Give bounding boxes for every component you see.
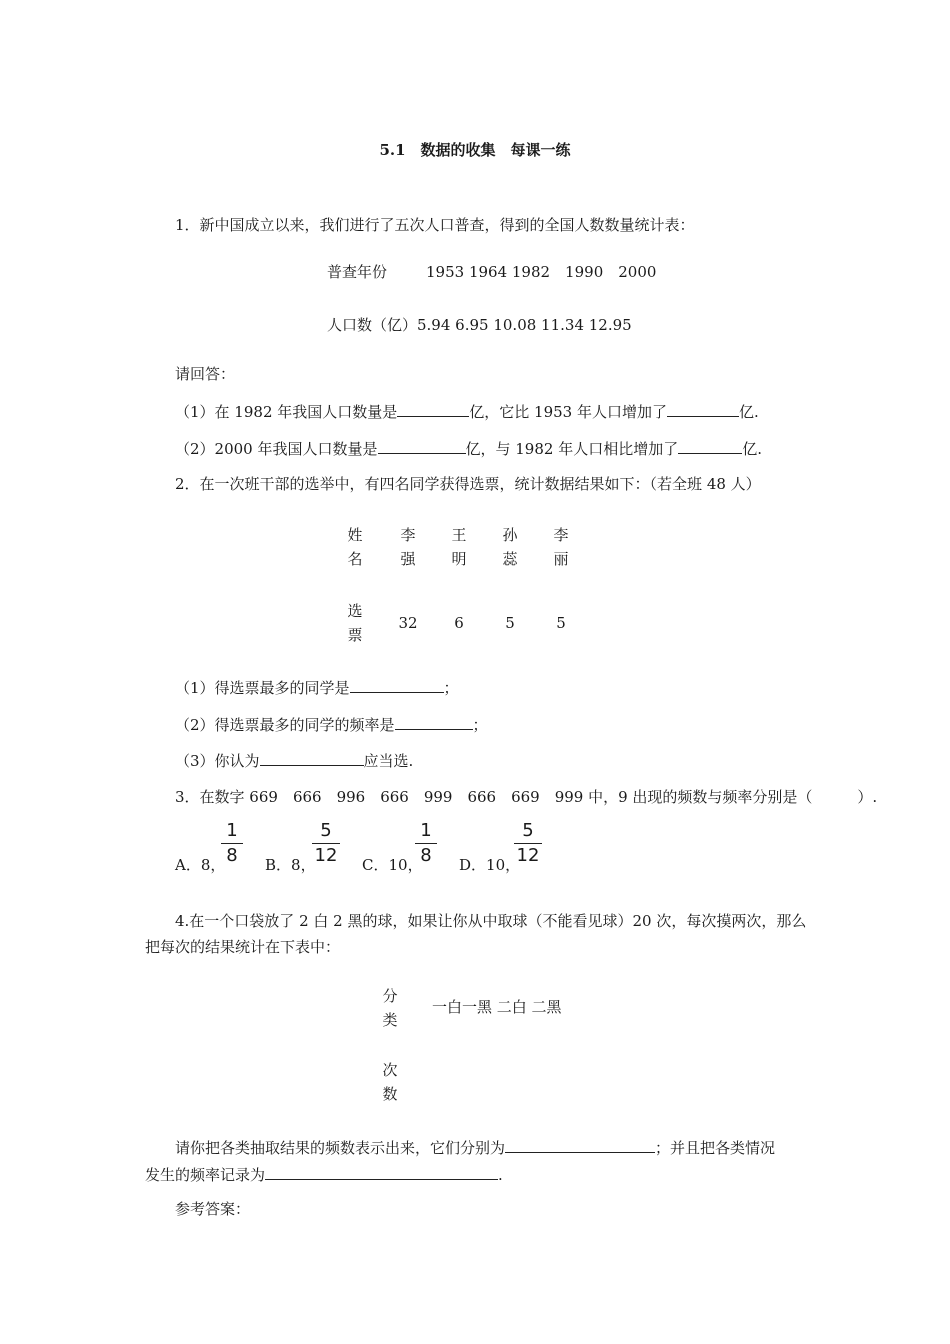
q2-name-cell: 孙 蕊 [502,526,518,568]
q3-option-b-label[interactable]: B．8， [265,856,316,874]
q4-categories: 一白一黑 二白 二黑 [432,998,562,1016]
q2-sub1-text-b: ； [443,679,459,697]
q4-category-label: 分 类 [382,987,398,1029]
q3-option-d-label[interactable]: D．10， [459,856,521,874]
q4-stem-line2: 把每次的结果统计在下表中： [145,938,341,956]
q1-row1-values: 1953 1964 1982 1990 2000 [426,263,657,281]
answer-blank[interactable] [260,750,364,766]
q1-row1-label: 普查年份 [327,263,388,281]
q1-sub2-text-c: 亿. [742,440,762,458]
q2-sub2-text-a: （2）得选票最多的同学的频率是 [175,716,395,734]
q2-sub3-text-b: 应当选. [363,752,414,770]
q1-row2: 人口数（亿）5.94 6.95 10.08 11.34 12.95 [327,316,632,334]
answer-blank[interactable] [667,401,739,417]
answer-blank[interactable] [350,677,444,693]
page-title: 5.1 数据的收集 每课一练 [379,141,571,159]
q2-sub2 [175,714,488,735]
answer-blank[interactable] [505,1137,655,1153]
q4-answer-text-a: 请你把各类抽取结果的频数表示出来，它们分别为 [175,1139,506,1157]
q3-option-a-label[interactable]: A．8， [175,856,226,874]
q2-header-label: 姓 名 [347,526,363,568]
q1-sub2-text-a: （2）2000 年我国人口数量是 [175,440,378,458]
fraction-bar [514,843,542,844]
q2-sub3 [175,750,413,771]
q3-option-b-fraction: 5 12 [312,820,340,867]
q3-option-d-fraction: 5 12 [514,820,542,867]
q1-sub2 [175,438,762,459]
q2-vote-cell: 5 [505,614,515,632]
q2-vote-cell: 32 [398,614,418,632]
q3-option-a-fraction: 1 8 [221,820,243,867]
q3-option-c-fraction: 1 8 [415,820,437,867]
q2-name-cell: 李 强 [400,526,416,568]
q2-votes-label: 选 票 [347,602,363,644]
q2-sub1-text-a: （1）得选票最多的同学是 [175,679,350,697]
q2-vote-cell: 6 [454,614,464,632]
q1-sub1-text-b: 亿，它比 1953 年人口增加了 [469,403,667,421]
q1-prompt: 请回答： [175,365,236,383]
fraction-bar [221,843,243,844]
q4-answer-line1 [175,1137,775,1158]
q1-sub1-text-c: 亿. [738,403,759,421]
q4-answer-text-b: ；并且把各类情况 [655,1139,776,1157]
q4-answer-line2 [145,1164,503,1185]
q1-sub1 [175,401,759,422]
answer-blank[interactable] [395,714,473,730]
q3-option-c-label[interactable]: C．10， [362,856,423,874]
q4-answer-text-c: 发生的频率记录为 [145,1166,266,1184]
fraction-bar [415,843,437,844]
q2-name-cell: 王 明 [451,526,467,568]
fraction-bar [312,843,340,844]
answer-blank[interactable] [378,438,466,454]
q4-stem-line1: 4.在一个口袋放了 2 白 2 黑的球，如果让你从中取球（不能看见球）20 次，每次摸两次，那么 [175,912,807,930]
q2-sub3-text-a: （3）你认为 [175,752,260,770]
reference-answers-heading: 参考答案： [175,1200,251,1218]
q3-stem: 3．在数字 669 666 996 666 999 666 669 999 中，9 出现的频数与频率分别是（ ）. [175,788,878,806]
q2-stem: 2．在一次班干部的选举中，有四名同学获得选票，统计数据结果如下：（若全班 48 人） [175,475,761,493]
q2-sub2-text-b: ； [472,716,488,734]
q4-answer-text-d: . [498,1166,503,1184]
answer-blank[interactable] [397,401,469,417]
answer-blank[interactable] [678,438,742,454]
q2-sub1 [175,677,459,698]
q1-sub1-text-a: （1）在 1982 年我国人口数量是 [175,403,398,421]
q2-vote-cell: 5 [556,614,566,632]
q1-sub2-text-b: 亿，与 1982 年人口相比增加了 [465,440,679,458]
answer-blank[interactable] [265,1164,498,1180]
q1-stem: 1．新中国成立以来，我们进行了五次人口普查，得到的全国人数数量统计表： [175,216,695,234]
q2-name-cell: 李 丽 [553,526,569,568]
q4-count-label: 次 数 [382,1061,398,1103]
